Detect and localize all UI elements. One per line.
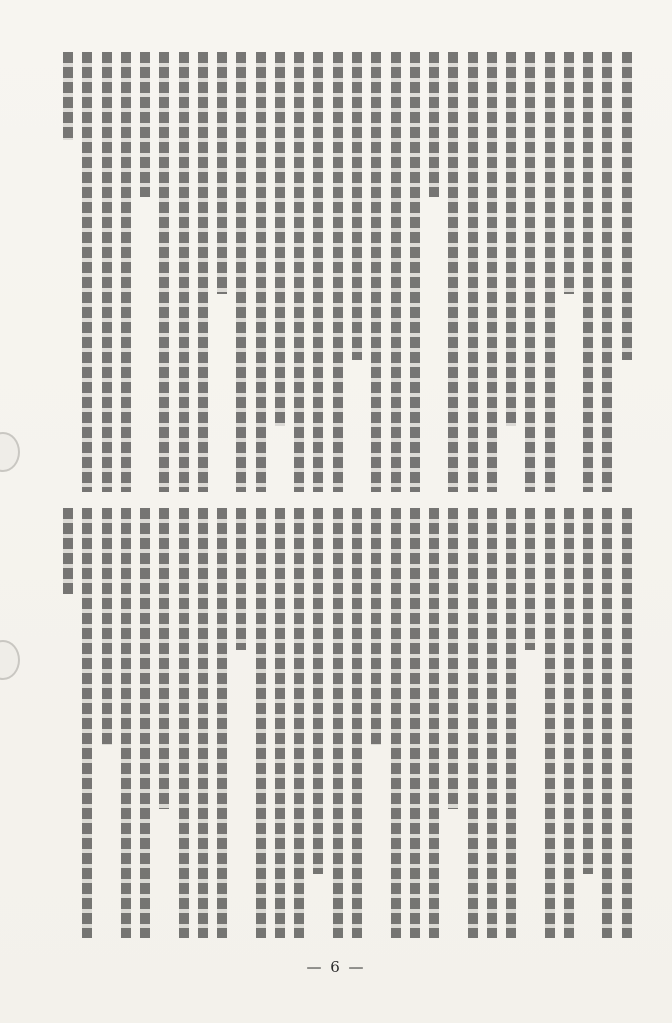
- text-column: [291, 52, 307, 492]
- text-column: [99, 508, 115, 745]
- text-column: [272, 508, 288, 938]
- text-column: [349, 508, 365, 938]
- text-column: [465, 52, 481, 492]
- page-number: — 6 —: [306, 958, 366, 976]
- text-column: [580, 508, 596, 874]
- text-column: [599, 52, 615, 492]
- text-column: [99, 52, 115, 492]
- upper-text-tier: [60, 52, 635, 492]
- text-column: [619, 508, 635, 938]
- text-column: [388, 52, 404, 492]
- text-column: [465, 508, 481, 938]
- lower-text-tier: [60, 508, 635, 938]
- text-column: [195, 52, 211, 492]
- text-column: [214, 52, 230, 294]
- text-column: [599, 508, 615, 938]
- text-column: [156, 508, 172, 809]
- text-column: [156, 52, 172, 492]
- text-column: [137, 52, 153, 197]
- text-column: [118, 52, 134, 492]
- text-column: [233, 508, 249, 650]
- text-column: [542, 52, 558, 492]
- text-column: [176, 52, 192, 492]
- text-column: [619, 52, 635, 360]
- text-column: [561, 52, 577, 294]
- binder-hole-mark: [0, 432, 20, 472]
- text-column: [484, 52, 500, 492]
- text-column: [60, 508, 76, 594]
- text-column: [522, 52, 538, 492]
- text-column: [426, 52, 442, 197]
- lower-column-band: [60, 508, 635, 938]
- text-column: [445, 508, 461, 809]
- text-column: [561, 508, 577, 938]
- text-column: [445, 52, 461, 492]
- text-column: [310, 508, 326, 874]
- text-column: [214, 508, 230, 938]
- text-column: [195, 508, 211, 938]
- text-column: [79, 52, 95, 492]
- text-column: [253, 52, 269, 492]
- text-column: [522, 508, 538, 650]
- text-column: [330, 508, 346, 938]
- text-column: [426, 508, 442, 938]
- text-column: [330, 52, 346, 492]
- text-column: [272, 52, 288, 426]
- upper-column-band: [60, 52, 635, 492]
- text-column: [368, 508, 384, 745]
- text-column: [137, 508, 153, 938]
- text-column: [503, 508, 519, 938]
- text-column: [118, 508, 134, 938]
- binder-hole-mark: [0, 640, 20, 680]
- text-column: [388, 508, 404, 938]
- text-column: [176, 508, 192, 938]
- text-column: [310, 52, 326, 492]
- text-column: [407, 508, 423, 938]
- text-column: [407, 52, 423, 492]
- text-column: [233, 52, 249, 492]
- text-column: [79, 508, 95, 938]
- text-column: [349, 52, 365, 360]
- text-column: [542, 508, 558, 938]
- text-column: [503, 52, 519, 426]
- text-column: [291, 508, 307, 938]
- text-column: [60, 52, 76, 140]
- text-column: [580, 52, 596, 492]
- text-column: [253, 508, 269, 938]
- text-column: [484, 508, 500, 938]
- text-column: [368, 52, 384, 492]
